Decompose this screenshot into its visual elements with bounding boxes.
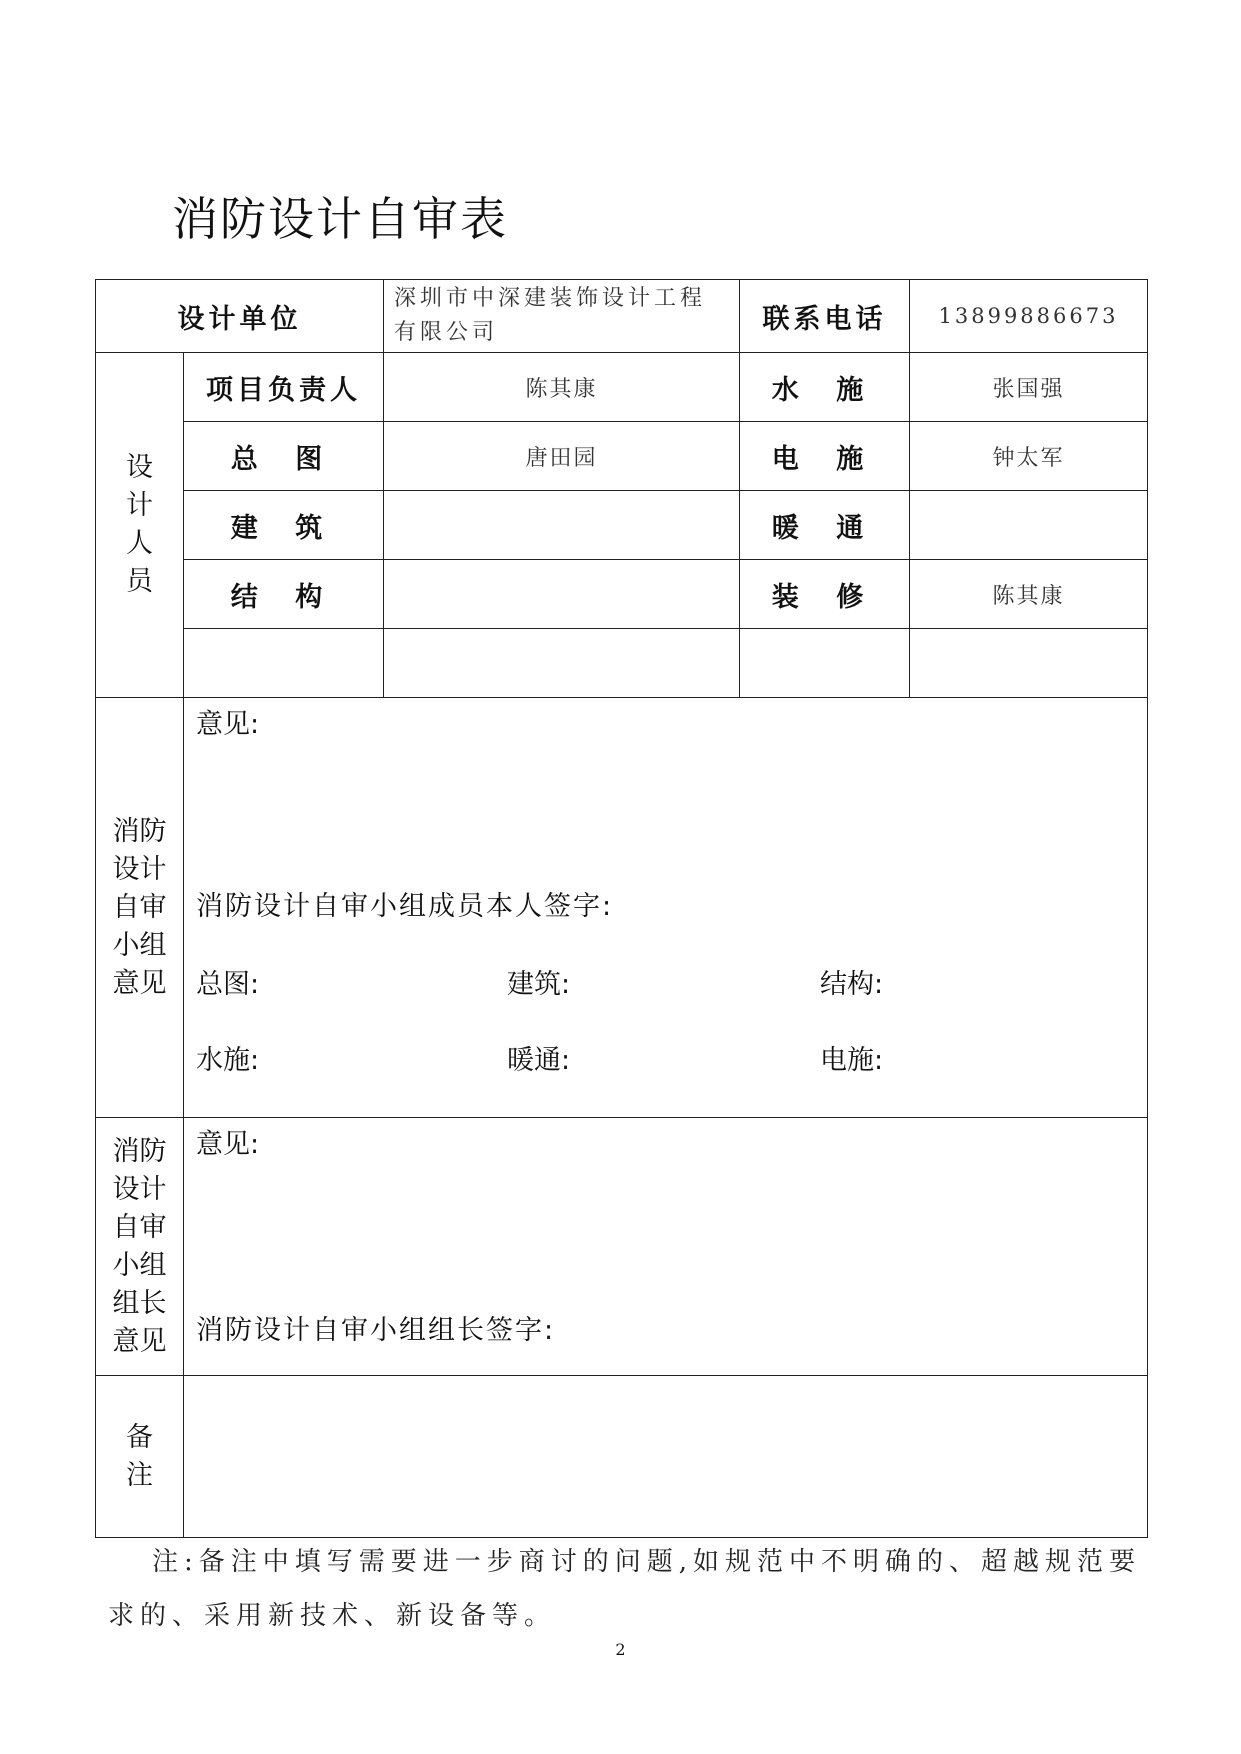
role-label: 总 图	[184, 422, 384, 491]
role-value	[384, 491, 740, 560]
leader-review-cell	[184, 1118, 1148, 1376]
role-value	[384, 629, 740, 698]
designer-row	[96, 422, 1148, 491]
designer-row	[96, 560, 1148, 629]
design-unit-label: 设计单位	[96, 280, 384, 353]
opinion-label: 意见:	[196, 1129, 260, 1160]
self-review-form	[95, 279, 1148, 1538]
leader-review-row	[96, 1118, 1148, 1376]
discipline-water: 水施:	[196, 1045, 260, 1076]
member-signature-label: 消防设计自审小组成员本人签字:	[196, 891, 614, 922]
role-value: 陈其康	[910, 560, 1148, 629]
footnote: 注:备注中填写需要进一步商讨的问题,如规范中不明确的、超越规范要求的、采用新技术、新设备等。	[108, 1547, 1142, 1631]
role-label: 项目负责人	[184, 353, 384, 422]
unit-row	[96, 280, 1148, 353]
role-value	[910, 629, 1148, 698]
design-unit-value: 深圳市中深建装饰设计工程有限公司	[384, 280, 740, 353]
role-value	[384, 560, 740, 629]
phone-value: 13899886673	[910, 280, 1148, 353]
group-review-side-label: 消防 设计 自审 小组 意见	[96, 698, 184, 1118]
discipline-architecture: 建筑:	[507, 969, 571, 1000]
leader-review-side-label: 消防 设计 自审 小组 组长 意见	[96, 1118, 184, 1376]
opinion-label: 意见:	[196, 709, 260, 740]
group-review-cell	[184, 698, 1148, 1118]
role-value: 钟太军	[910, 422, 1148, 491]
remarks-row	[96, 1376, 1148, 1538]
role-label: 装 修	[740, 560, 910, 629]
remarks-cell	[184, 1376, 1148, 1538]
remarks-side-label: 备 注	[96, 1376, 184, 1538]
designers-side-label: 设 计 人 员	[96, 353, 184, 698]
discipline-structure: 结构:	[820, 969, 884, 1000]
role-label: 建 筑	[184, 491, 384, 560]
leader-signature-label: 消防设计自审小组组长签字:	[196, 1315, 556, 1346]
role-label: 结 构	[184, 560, 384, 629]
phone-label: 联系电话	[740, 280, 910, 353]
role-value: 张国强	[910, 353, 1148, 422]
page-number: 2	[615, 1640, 626, 1659]
role-label	[740, 629, 910, 698]
role-label	[184, 629, 384, 698]
designer-row	[96, 353, 1148, 422]
discipline-general-plan: 总图:	[196, 969, 260, 1000]
role-value	[910, 491, 1148, 560]
group-review-row	[96, 698, 1148, 1118]
role-label: 水 施	[740, 353, 910, 422]
discipline-electrical: 电施:	[820, 1045, 884, 1076]
role-label: 电 施	[740, 422, 910, 491]
page-title: 消防设计自审表	[172, 192, 508, 246]
role-value: 唐田园	[384, 422, 740, 491]
discipline-hvac: 暖通:	[507, 1045, 571, 1076]
role-value: 陈其康	[384, 353, 740, 422]
designer-row-empty	[96, 629, 1148, 698]
role-label: 暖 通	[740, 491, 910, 560]
designer-row	[96, 491, 1148, 560]
